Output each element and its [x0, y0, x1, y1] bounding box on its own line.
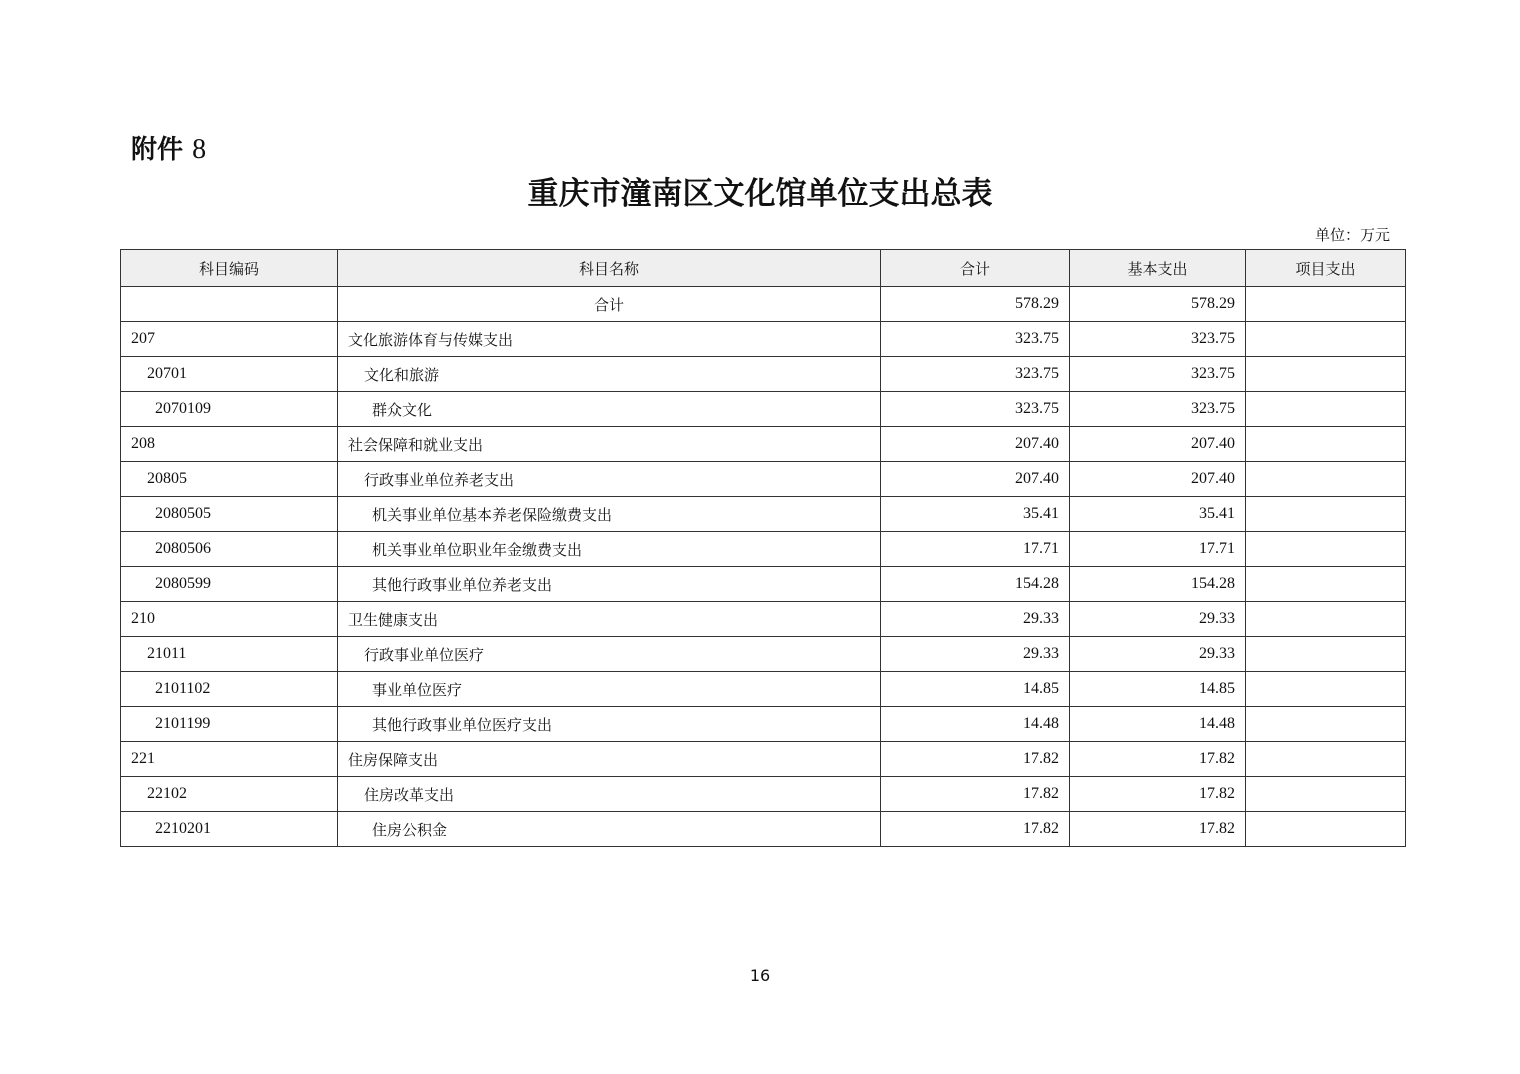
table-row	[121, 602, 1406, 637]
name-cell: 社会保障和就业支出	[338, 427, 881, 462]
header-name: 科目名称	[338, 250, 881, 287]
project-cell	[1246, 462, 1406, 497]
basic-cell: 207.40	[1070, 427, 1246, 462]
basic-cell: 17.82	[1070, 742, 1246, 777]
basic-cell: 14.48	[1070, 707, 1246, 742]
name-cell: 事业单位医疗	[338, 672, 881, 707]
total-cell: 207.40	[881, 427, 1070, 462]
code-cell: 2080599	[121, 567, 338, 602]
table-row	[121, 567, 1406, 602]
total-label-cell: 合计	[338, 287, 881, 322]
basic-cell: 323.75	[1070, 322, 1246, 357]
attachment-text: 附件	[131, 135, 184, 165]
name-cell: 卫生健康支出	[338, 602, 881, 637]
table-row	[121, 777, 1406, 812]
total-cell: 323.75	[881, 357, 1070, 392]
basic-cell: 35.41	[1070, 497, 1246, 532]
total-basic-cell: 578.29	[1070, 287, 1246, 322]
table-row	[121, 742, 1406, 777]
project-cell	[1246, 777, 1406, 812]
total-cell: 323.75	[881, 392, 1070, 427]
project-cell	[1246, 357, 1406, 392]
name-cell: 其他行政事业单位医疗支出	[338, 707, 881, 742]
table-row	[121, 672, 1406, 707]
basic-cell: 323.75	[1070, 392, 1246, 427]
total-total-cell: 578.29	[881, 287, 1070, 322]
code-cell: 221	[121, 742, 338, 777]
unit-label: 单位：万元	[1314, 226, 1390, 244]
header-basic: 基本支出	[1070, 250, 1246, 287]
name-cell: 住房保障支出	[338, 742, 881, 777]
code-cell: 2101199	[121, 707, 338, 742]
table-row	[121, 322, 1406, 357]
header-code: 科目编码	[121, 250, 338, 287]
project-cell	[1246, 322, 1406, 357]
code-cell: 2080505	[121, 497, 338, 532]
table-row	[121, 532, 1406, 567]
expenditure-table	[120, 249, 1406, 847]
total-cell: 154.28	[881, 567, 1070, 602]
basic-cell: 207.40	[1070, 462, 1246, 497]
total-cell: 17.71	[881, 532, 1070, 567]
header-total: 合计	[881, 250, 1070, 287]
project-cell	[1246, 672, 1406, 707]
total-cell: 29.33	[881, 637, 1070, 672]
code-cell: 208	[121, 427, 338, 462]
project-cell	[1246, 532, 1406, 567]
basic-cell: 17.82	[1070, 812, 1246, 847]
project-cell	[1246, 812, 1406, 847]
total-cell: 17.82	[881, 742, 1070, 777]
basic-cell: 323.75	[1070, 357, 1246, 392]
name-cell: 机关事业单位职业年金缴费支出	[338, 532, 881, 567]
code-cell: 2210201	[121, 812, 338, 847]
basic-cell: 29.33	[1070, 637, 1246, 672]
basic-cell: 154.28	[1070, 567, 1246, 602]
project-cell	[1246, 707, 1406, 742]
basic-cell: 29.33	[1070, 602, 1246, 637]
code-cell: 20805	[121, 462, 338, 497]
name-cell: 机关事业单位基本养老保险缴费支出	[338, 497, 881, 532]
project-cell	[1246, 427, 1406, 462]
project-cell	[1246, 497, 1406, 532]
table-row	[121, 392, 1406, 427]
code-cell: 21011	[121, 637, 338, 672]
total-cell: 14.48	[881, 707, 1070, 742]
page-number: 16	[749, 966, 771, 985]
total-cell: 35.41	[881, 497, 1070, 532]
table-row	[121, 357, 1406, 392]
code-cell: 2101102	[121, 672, 338, 707]
table-header-row	[121, 250, 1406, 287]
table-row	[121, 707, 1406, 742]
total-cell: 29.33	[881, 602, 1070, 637]
name-cell: 住房公积金	[338, 812, 881, 847]
total-cell: 17.82	[881, 777, 1070, 812]
page-title: 重庆市潼南区文化馆单位支出总表	[527, 176, 993, 212]
basic-cell: 17.71	[1070, 532, 1246, 567]
basic-cell: 14.85	[1070, 672, 1246, 707]
table-row	[121, 427, 1406, 462]
attachment-label	[131, 132, 206, 168]
code-cell: 2080506	[121, 532, 338, 567]
name-cell: 文化旅游体育与传媒支出	[338, 322, 881, 357]
name-cell: 行政事业单位医疗	[338, 637, 881, 672]
table-row	[121, 497, 1406, 532]
attachment-number: 8	[192, 134, 207, 165]
total-project-cell	[1246, 287, 1406, 322]
total-cell: 207.40	[881, 462, 1070, 497]
code-cell: 210	[121, 602, 338, 637]
code-cell: 2070109	[121, 392, 338, 427]
name-cell: 文化和旅游	[338, 357, 881, 392]
table-row	[121, 462, 1406, 497]
project-cell	[1246, 637, 1406, 672]
total-cell: 17.82	[881, 812, 1070, 847]
name-cell: 其他行政事业单位养老支出	[338, 567, 881, 602]
total-code-cell	[121, 287, 338, 322]
total-row	[121, 287, 1406, 322]
project-cell	[1246, 392, 1406, 427]
header-project: 项目支出	[1246, 250, 1406, 287]
table-row	[121, 812, 1406, 847]
project-cell	[1246, 742, 1406, 777]
code-cell: 207	[121, 322, 338, 357]
name-cell: 群众文化	[338, 392, 881, 427]
project-cell	[1246, 567, 1406, 602]
code-cell: 22102	[121, 777, 338, 812]
name-cell: 行政事业单位养老支出	[338, 462, 881, 497]
total-cell: 323.75	[881, 322, 1070, 357]
name-cell: 住房改革支出	[338, 777, 881, 812]
code-cell: 20701	[121, 357, 338, 392]
total-cell: 14.85	[881, 672, 1070, 707]
project-cell	[1246, 602, 1406, 637]
table-row	[121, 637, 1406, 672]
basic-cell: 17.82	[1070, 777, 1246, 812]
